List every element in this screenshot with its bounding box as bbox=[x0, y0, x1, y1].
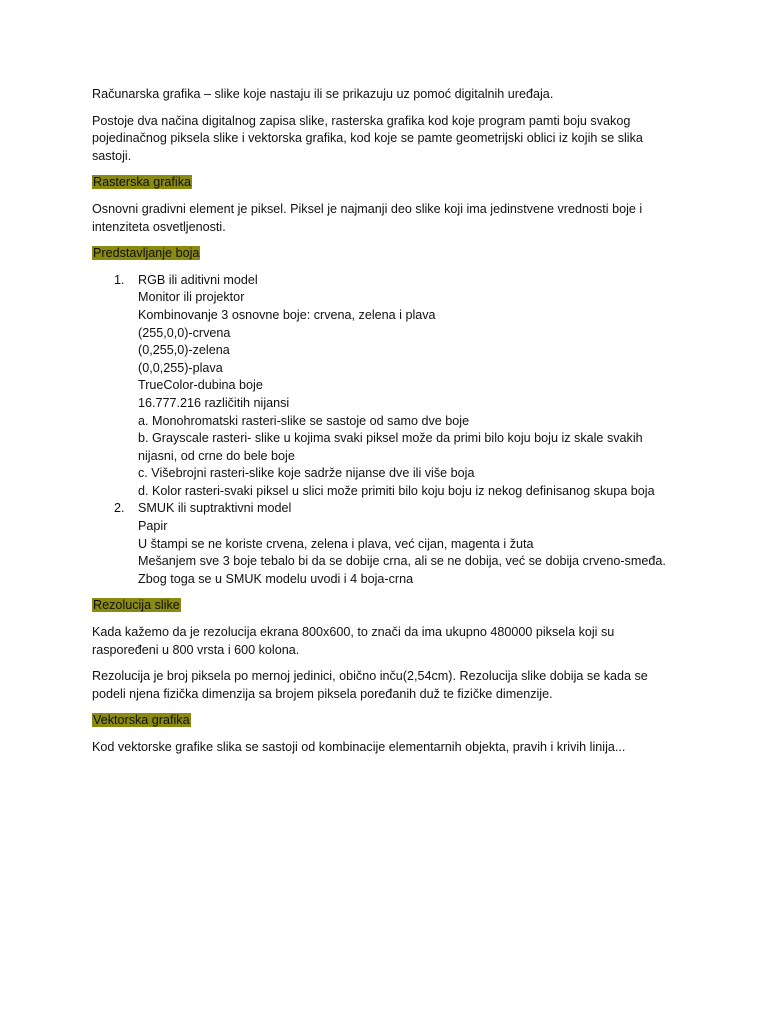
resolution-paragraph-1: Kada kažemo da je rezolucija ekrana 800x600, to znači da ima ukupno 480000 piksela koji su raspoređeni u 800 vrsta i 600 kolona. bbox=[92, 625, 615, 657]
heading-vector-graphics-text: Vektorska grafika bbox=[93, 713, 190, 728]
heading-color-representation bbox=[92, 245, 682, 263]
list-line: b. Grayscale rasteri- slike u kojima svaki piksel može da primi bilo koju boju iz skale svakih nijasni, od crne do bele boje bbox=[138, 431, 643, 463]
list-line: RGB ili aditivni model bbox=[138, 272, 258, 287]
list-line: Kombinovanje 3 osnovne boje: crvena, zelena i plava bbox=[138, 307, 436, 322]
list-line: Monitor ili projektor bbox=[138, 290, 245, 305]
digital-formats-paragraph: Postoje dva načina digitalnog zapisa slike, rasterska grafika kod koje program pamti boju svakog pojedinačnog piksela slike i vektorska grafika, kod koje se pamte geometrijski oblici iz kojih se slika sastoji. bbox=[92, 113, 643, 163]
list-line: a. Monohromatski rasteri-slike se sastoje od samo dve boje bbox=[138, 413, 470, 428]
list-item bbox=[92, 500, 682, 588]
heading-color-representation-text: Predstavljanje boja bbox=[93, 246, 200, 261]
heading-image-resolution-text: Rezolucija slike bbox=[93, 598, 180, 613]
list-line: 16.777.216 različitih nijansi bbox=[138, 395, 290, 410]
resolution-paragraph-2: Rezolucija je broj piksela po mernoj jedinici, obično inču(2,54cm). Rezolucija slike dobija se kada se podeli njena fizička dimenzija sa brojem piksela poređanih duž te fizičke dimenzije. bbox=[92, 669, 648, 701]
list-line: (255,0,0)-crvena bbox=[138, 325, 231, 340]
list-line: (0,0,255)-plava bbox=[138, 360, 223, 375]
list-item-number: 2. bbox=[114, 501, 125, 516]
color-models-list bbox=[92, 272, 682, 589]
list-item bbox=[92, 272, 682, 501]
list-item-number: 1. bbox=[114, 272, 125, 287]
document-body bbox=[92, 86, 682, 766]
list-line: (0,255,0)-zelena bbox=[138, 343, 230, 358]
list-line: SMUK ili suptraktivni model bbox=[138, 501, 292, 516]
list-line: Mešanjem sve 3 boje tebalo bi da se dobije crna, ali se ne dobija, već se dobija crveno-smeđa. Zbog toga se u SMUK modelu uvodi i 4 boja-crna bbox=[138, 554, 666, 586]
intro-paragraph: Računarska grafika – slike koje nastaju ili se prikazuju uz pomoć digitalnih uređaja. bbox=[92, 87, 554, 101]
list-line: Papir bbox=[138, 519, 168, 534]
heading-raster-graphics bbox=[92, 174, 682, 192]
list-line: d. Kolor rasteri-svaki piksel u slici može primiti bilo koju boju iz nekog definisanog skupa boja bbox=[138, 483, 655, 498]
list-line: c. Višebrojni rasteri-slike koje sadrže nijanse dve ili više boja bbox=[138, 466, 475, 481]
heading-image-resolution bbox=[92, 597, 682, 615]
vector-paragraph: Kod vektorske grafike slika se sastoji od kombinacije elementarnih objekta, pravih i krivih linija... bbox=[92, 740, 626, 754]
heading-raster-graphics-text: Rasterska grafika bbox=[93, 175, 191, 190]
heading-vector-graphics bbox=[92, 712, 682, 730]
list-line: U štampi se ne koriste crvena, zelena i plava, već cijan, magenta i žuta bbox=[138, 536, 534, 551]
raster-paragraph: Osnovni gradivni element je piksel. Piksel je najmanji deo slike koji ima jedinstvene vrednosti boje i intenziteta osvetljenosti. bbox=[92, 201, 643, 234]
list-line: TrueColor-dubina boje bbox=[138, 378, 263, 393]
